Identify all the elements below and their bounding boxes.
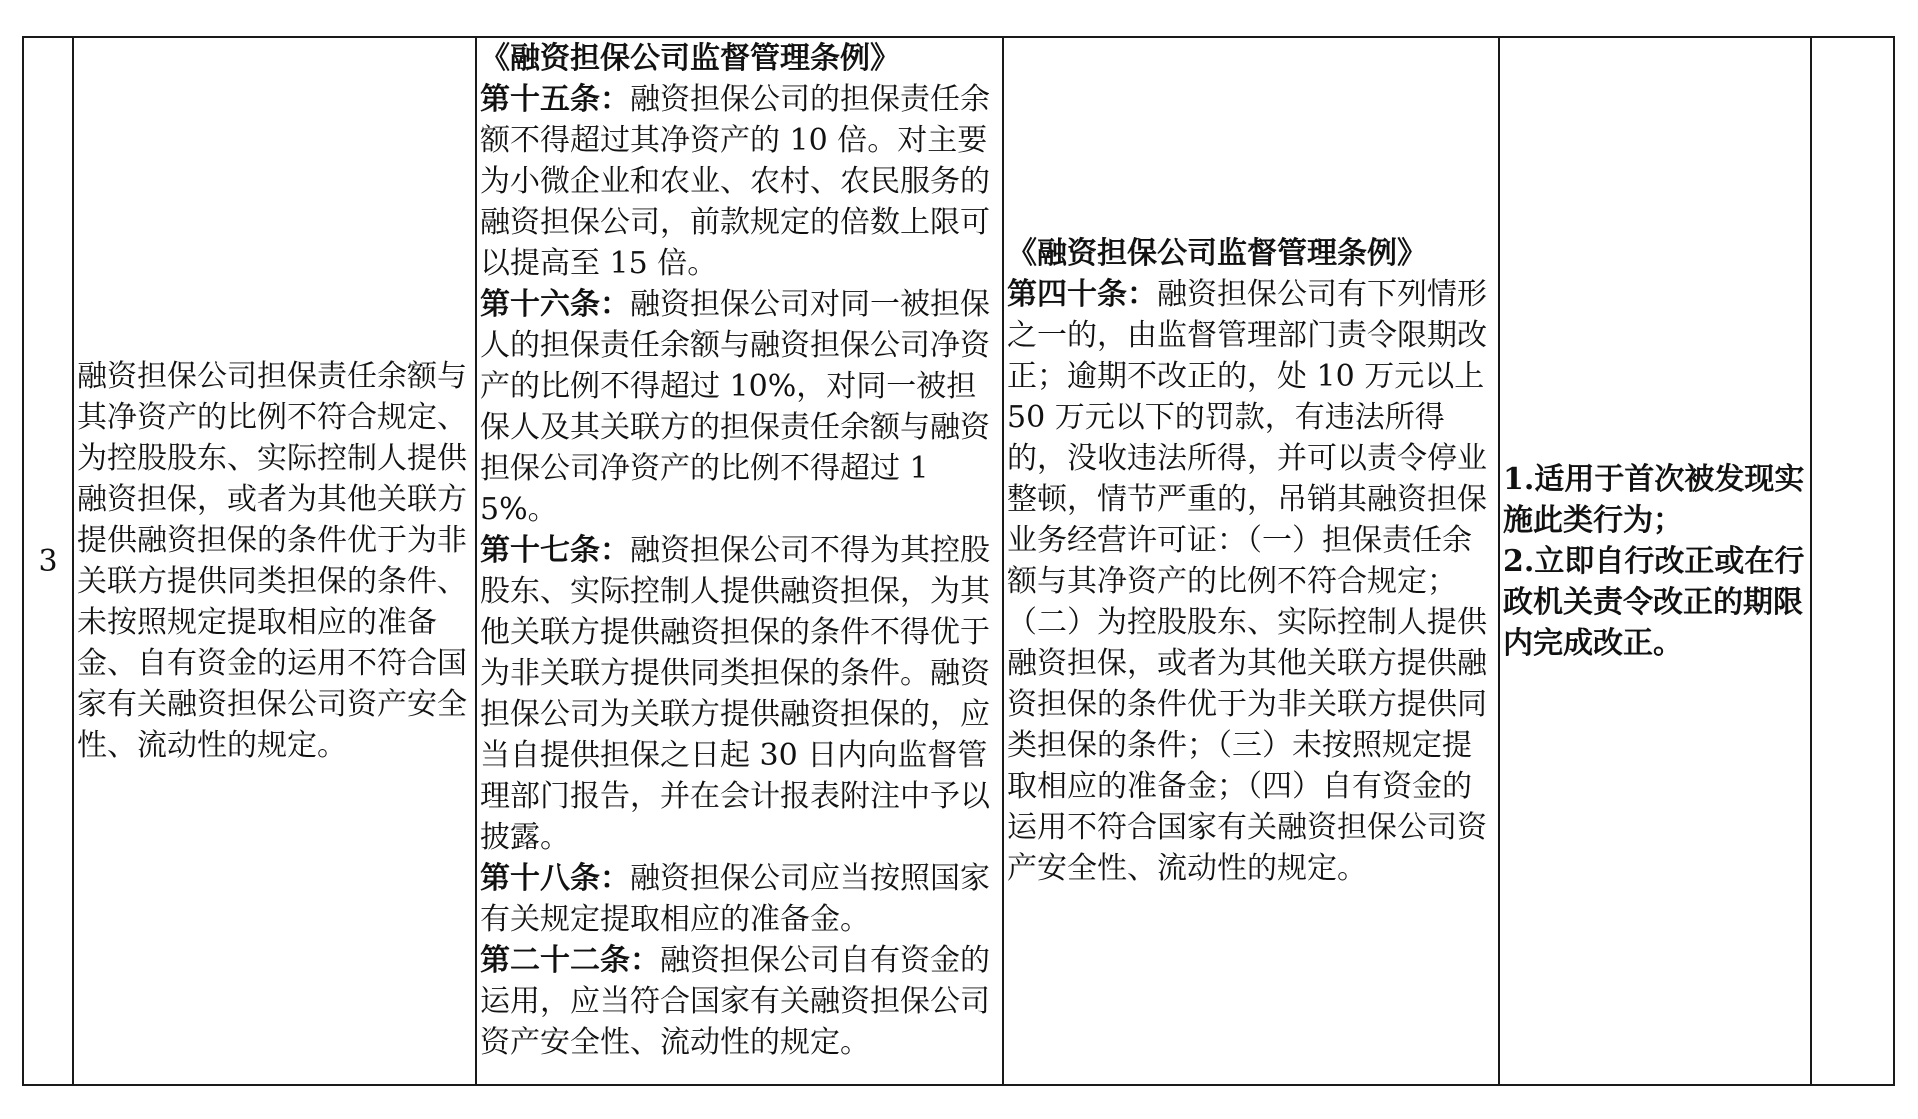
penalty-basis-title: 《融资担保公司监督管理条例》: [1007, 236, 1427, 271]
article-item: [480, 79, 999, 284]
penalty-basis-cell: [1003, 37, 1499, 1085]
article-label: 第二十二条：: [480, 943, 660, 978]
article-text: 融资担保公司的担保责任余额不得超过其净资产的 10 倍。对主要为小微企业和农业、农村、农民服务的融资担保公司，前款规定的倍数上限可以提高至 15 倍。: [480, 82, 990, 281]
article-text: 融资担保公司自有资金的运用，应当符合国家有关融资担保公司资产安全性、流动性的规定。: [480, 943, 990, 1060]
article-label: 第十七条：: [480, 533, 630, 568]
penalty-article: [1007, 274, 1495, 889]
article-text: 融资担保公司对同一被担保人的担保责任余额与融资担保公司净资产的比例不得超过 10%，对同一被担保人及其关联方的担保责任余额与融资担保公司净资产的比例不得超过 15%。: [480, 287, 990, 527]
remarks-cell: [1811, 37, 1894, 1085]
article-text: 融资担保公司不得为其控股股东、实际控制人提供融资担保，为其他关联方提供融资担保的条件不得优于为非关联方提供同类担保的条件。融资担保公司为关联方提供融资担保的，应当自提供担保之日起 30 日内向监督管理部门报告，并在会计报表附注中予以披露。: [480, 533, 990, 855]
row-number: 3: [23, 37, 73, 1085]
article-label: 第十八条：: [480, 861, 630, 896]
article-item: [480, 284, 999, 530]
violation-behavior: 融资担保公司担保责任余额与其净资产的比例不符合规定、为控股股东、实际控制人提供融资担保，或者为其他关联方提供融资担保的条件优于为非关联方提供同类担保的条件、未按照规定提取相应的准备金、自有资金的运用不符合国家有关融资担保公司资产安全性、流动性的规定。: [73, 37, 476, 1085]
article-item: [480, 940, 999, 1063]
condition-item: 1.适用于首次被发现实施此类行为；: [1503, 461, 1805, 538]
legal-basis-title: 《融资担保公司监督管理条例》: [480, 41, 900, 76]
article-label: 第十六条：: [480, 287, 630, 322]
article-item: [480, 858, 999, 940]
penalty-article-label: 第四十条：: [1007, 277, 1157, 312]
legal-basis-cell: [476, 37, 1003, 1085]
condition-item: 2.立即自行改正或在行政机关责令改正的期限内完成改正。: [1503, 543, 1805, 661]
article-item: [480, 530, 999, 858]
exemption-conditions-cell: [1499, 37, 1811, 1085]
table-row: [23, 37, 1894, 1085]
article-text: 融资担保公司应当按照国家有关规定提取相应的准备金。: [480, 861, 990, 937]
article-label: 第十五条：: [480, 82, 630, 117]
penalty-article-text: 融资担保公司有下列情形之一的，由监督管理部门责令限期改正；逾期不改正的，处 10 万元以上 50 万元以下的罚款，有违法所得的，没收违法所得，并可以责令停业整顿，情节严重的，吊销其融资担保业务经营许可证：（一）担保责任余额与其净资产的比例不符合规定；（二）为控股股东、实际控制人提供融资担保，或者为其他关联方提供融资担保的条件优于为非关联方提供同类担保的条件；（三）未按照规定提取相应的准备金；（四）自有资金的运用不符合国家有关融资担保公司资产安全性、流动性的规定。: [1007, 277, 1487, 886]
regulation-table: [22, 36, 1895, 1086]
